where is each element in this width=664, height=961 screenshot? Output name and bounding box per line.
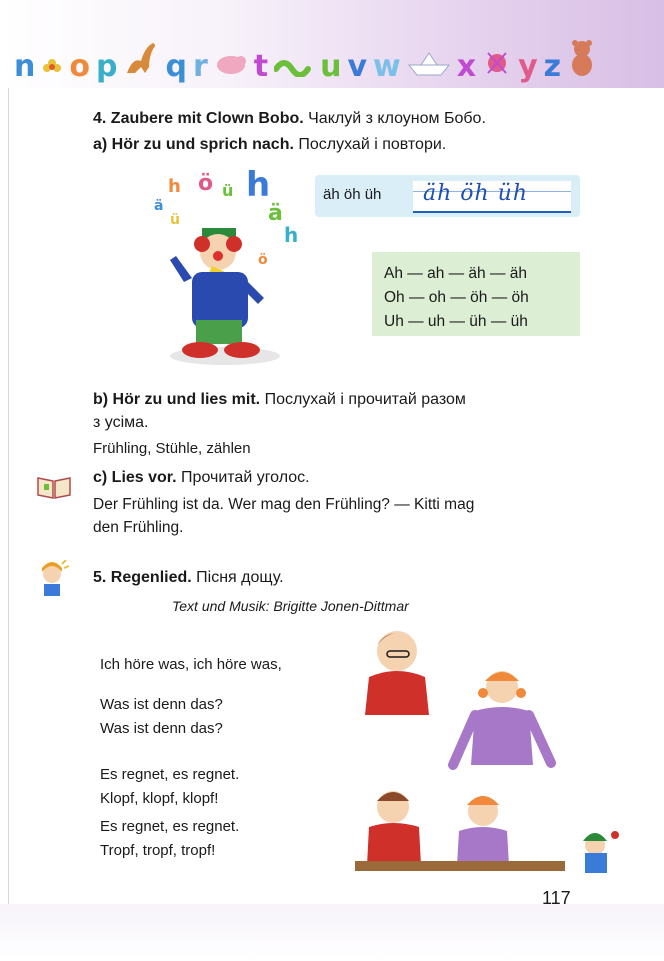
handwriting-box: [413, 181, 571, 213]
vowel-row: Ah — ah — äh — äh: [384, 265, 528, 282]
children-listening-illustration: [345, 615, 660, 880]
paper-boat-icon: [407, 51, 451, 82]
banner-letter: w: [373, 49, 401, 84]
sound-pill: [315, 175, 580, 217]
bottom-band: [0, 904, 664, 961]
alphabet-banner: [0, 0, 664, 88]
song-line: Klopf, klopf, klopf!: [100, 790, 219, 807]
task4a-title-de: a) Hör zu und sprich nach.: [93, 136, 294, 153]
clown-letter: ä: [154, 198, 164, 214]
song-line: Es regnet, es regnet.: [100, 818, 240, 835]
pill-label: äh öh üh: [323, 186, 382, 203]
task4-title-uk: Чаклуй з клоуном Бобо.: [308, 110, 486, 127]
task4c-text-line: den Frühling.: [93, 519, 184, 536]
banner-letter: u: [320, 49, 342, 84]
clown-letter: h: [168, 176, 181, 197]
banner-letter: r: [192, 49, 208, 84]
task4c-title-uk: Прочитай уголос.: [181, 469, 310, 486]
singing-girl-icon: [38, 560, 70, 596]
song-line: Tropf, tropf, tropf!: [100, 842, 216, 859]
clown-letter: ü: [222, 181, 234, 200]
task4b-title-uk-2: з усіма.: [93, 414, 149, 431]
banner-letter: n: [14, 49, 36, 84]
task5-heading: [93, 567, 284, 589]
vowel-row: Oh — oh — öh — öh: [384, 289, 529, 306]
banner-letter: z: [543, 49, 562, 84]
page-border: [8, 0, 9, 961]
handwriting-text: äh öh üh: [423, 181, 529, 206]
song-line: Was ist denn das?: [100, 696, 223, 713]
task4b-heading: [93, 389, 583, 411]
task4c-heading: [93, 467, 310, 489]
banner-letters: [14, 22, 597, 82]
banner-letter: q: [165, 49, 187, 84]
snake-icon: [274, 53, 314, 82]
page-number: 117: [542, 888, 571, 908]
flower-icon: [41, 55, 63, 82]
clown-letter: ö: [258, 252, 268, 268]
vowel-row: Uh — uh — üh — üh: [384, 313, 528, 330]
dinosaur-icon: [123, 37, 159, 82]
banner-letter: t: [253, 49, 269, 84]
clown-letter: h: [246, 170, 271, 205]
clown-letter: h: [284, 223, 299, 247]
banner-letter: x: [456, 49, 477, 84]
banner-letter: p: [95, 49, 118, 84]
clown-letter: ü: [170, 212, 180, 228]
banner-letter: o: [69, 49, 90, 84]
banner-letter: y: [518, 49, 538, 84]
song-credit: Text und Musik: Brigitte Jonen-Dittmar: [172, 598, 409, 614]
clown-letter: ö: [198, 171, 214, 196]
task4a-title-uk: Послухай і повтори.: [298, 136, 447, 153]
bug-icon: [482, 47, 512, 82]
open-book-icon: [36, 474, 72, 500]
task4-heading: [93, 108, 486, 130]
song-line: Was ist denn das?: [100, 720, 223, 737]
vowel-rows-box: [372, 252, 580, 336]
task5-title-de: 5. Regenlied.: [93, 569, 192, 586]
clown-bobo-illustration: [150, 170, 310, 370]
teddy-bear-icon: [567, 37, 597, 82]
task4c-text-line: Der Frühling ist da. Wer mag den Frühling? — Kitti mag: [93, 496, 475, 513]
task4-title-de: 4. Zaubere mit Clown Bobo.: [93, 110, 304, 127]
banner-letter: v: [347, 49, 368, 84]
song-line: Es regnet, es regnet.: [100, 766, 240, 783]
pig-icon: [214, 49, 248, 82]
task4b-title-uk-1: Послухай і прочитай разом: [264, 391, 466, 408]
task4b-title-de: b) Hör zu und lies mit.: [93, 391, 261, 408]
task4c-title-de: c) Lies vor.: [93, 469, 177, 486]
task4b-words: Frühling, Stühle, zählen: [93, 440, 251, 457]
task4a-heading: [93, 134, 446, 156]
song-line: Ich höre was, ich höre was,: [100, 656, 282, 673]
clown-letter: ä: [268, 201, 283, 226]
task5-title-uk: Пісня дощу.: [196, 569, 284, 586]
